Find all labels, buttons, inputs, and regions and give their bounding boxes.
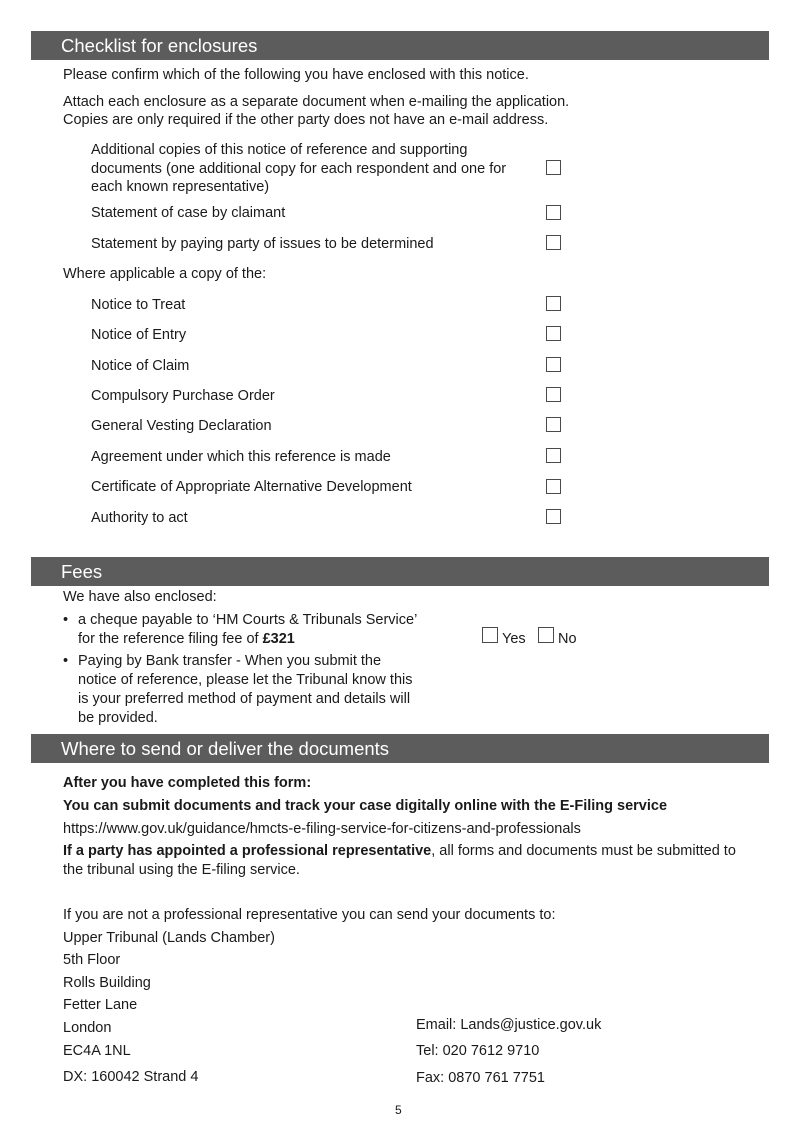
email-contact[interactable]: Email: Lands@justice.gov.uk — [416, 1017, 602, 1033]
where-applicable-label: Where applicable a copy of the: — [63, 266, 267, 282]
representative-note-2: the tribunal using the E-filing service. — [63, 862, 300, 878]
general-vesting-declaration-checkbox[interactable] — [546, 417, 561, 432]
send-section-header: Where to send or deliver the documents — [31, 734, 769, 763]
notice-of-claim-checkbox[interactable] — [546, 357, 561, 372]
notice-of-claim-label: Notice of Claim — [91, 358, 190, 374]
tel-contact: Tel: 020 7612 9710 — [416, 1043, 540, 1059]
efiling-heading: You can submit documents and track your case digitally online with the E-Filing service — [63, 798, 668, 814]
authority-to-act-checkbox[interactable] — [546, 509, 561, 524]
address-line: Rolls Building — [63, 975, 151, 991]
statement-claimant-checkbox[interactable] — [546, 205, 561, 220]
address-line: 5th Floor — [63, 952, 121, 968]
representative-note-1 — [63, 842, 736, 861]
address-line: EC4A 1NL — [63, 1043, 131, 1059]
efiling-url-link[interactable]: https://www.gov.uk/guidance/hmcts-e-filing-service-for-citizens-and-professionals — [63, 821, 581, 837]
fee-yes-checkbox[interactable] — [482, 627, 498, 643]
checklist-section-header: Checklist for enclosures — [31, 31, 769, 60]
compulsory-purchase-order-checkbox[interactable] — [546, 387, 561, 402]
notice-to-treat-label: Notice to Treat — [91, 297, 186, 313]
bank-transfer-bullet — [63, 652, 423, 728]
general-vesting-declaration-label: General Vesting Declaration — [91, 418, 272, 434]
agreement-label: Agreement under which this reference is made — [91, 449, 391, 465]
notice-of-entry-checkbox[interactable] — [546, 326, 561, 341]
additional-copies-label-1: Additional copies of this notice of reference and supporting — [91, 142, 468, 158]
after-completed-heading: After you have completed this form: — [63, 775, 312, 791]
fees-intro: We have also enclosed: — [63, 589, 217, 605]
statement-paying-party-checkbox[interactable] — [546, 235, 561, 250]
bank-transfer-text: Paying by Bank transfer - When you submit the notice of reference, please let the Tribunal know this is your preferred method of payment and details will be provided. — [78, 653, 413, 726]
attach-instruction-2: Copies are only required if the other party does not have an e-mail address. — [63, 112, 549, 128]
checklist-intro: Please confirm which of the following you have enclosed with this notice. — [63, 67, 529, 83]
fees-bullet-list — [63, 611, 433, 731]
additional-copies-checkbox[interactable] — [546, 160, 561, 175]
fee-amount: £321 — [262, 631, 295, 647]
additional-copies-label-2: documents (one additional copy for each respondent and one for — [91, 161, 507, 177]
cheque-text: a cheque payable to ‘HM Courts & Tribunals Service’ for the reference filing fee of — [78, 612, 417, 647]
fax-contact: Fax: 0870 761 7751 — [416, 1070, 545, 1086]
additional-copies-label-3: each known representative) — [91, 179, 270, 195]
compulsory-purchase-order-label: Compulsory Purchase Order — [91, 388, 275, 404]
page-number: 5 — [395, 1103, 402, 1117]
cheque-bullet — [63, 611, 423, 649]
certificate-label: Certificate of Appropriate Alternative Development — [91, 479, 412, 495]
representative-note-rest: , all forms and documents must be submitted to — [431, 843, 736, 859]
address-line: London — [63, 1020, 112, 1036]
attach-instruction-1: Attach each enclosure as a separate document when e-mailing the application. — [63, 94, 570, 110]
representative-note-bold: If a party has appointed a professional representative — [63, 843, 432, 859]
non-representative-note: If you are not a professional representative you can send your documents to: — [63, 907, 556, 923]
statement-claimant-label: Statement of case by claimant — [91, 205, 286, 221]
fee-yes-label: Yes — [502, 631, 526, 647]
address-line: Fetter Lane — [63, 997, 138, 1013]
notice-to-treat-checkbox[interactable] — [546, 296, 561, 311]
fee-no-checkbox[interactable] — [538, 627, 554, 643]
notice-of-entry-label: Notice of Entry — [91, 327, 187, 343]
fee-no-label: No — [558, 631, 577, 647]
certificate-checkbox[interactable] — [546, 479, 561, 494]
fees-section-header: Fees — [31, 557, 769, 586]
agreement-checkbox[interactable] — [546, 448, 561, 463]
dx-line: DX: 160042 Strand 4 — [63, 1069, 199, 1085]
authority-to-act-label: Authority to act — [91, 510, 188, 526]
statement-paying-party-label: Statement by paying party of issues to be determined — [91, 236, 434, 252]
address-line: Upper Tribunal (Lands Chamber) — [63, 930, 275, 946]
